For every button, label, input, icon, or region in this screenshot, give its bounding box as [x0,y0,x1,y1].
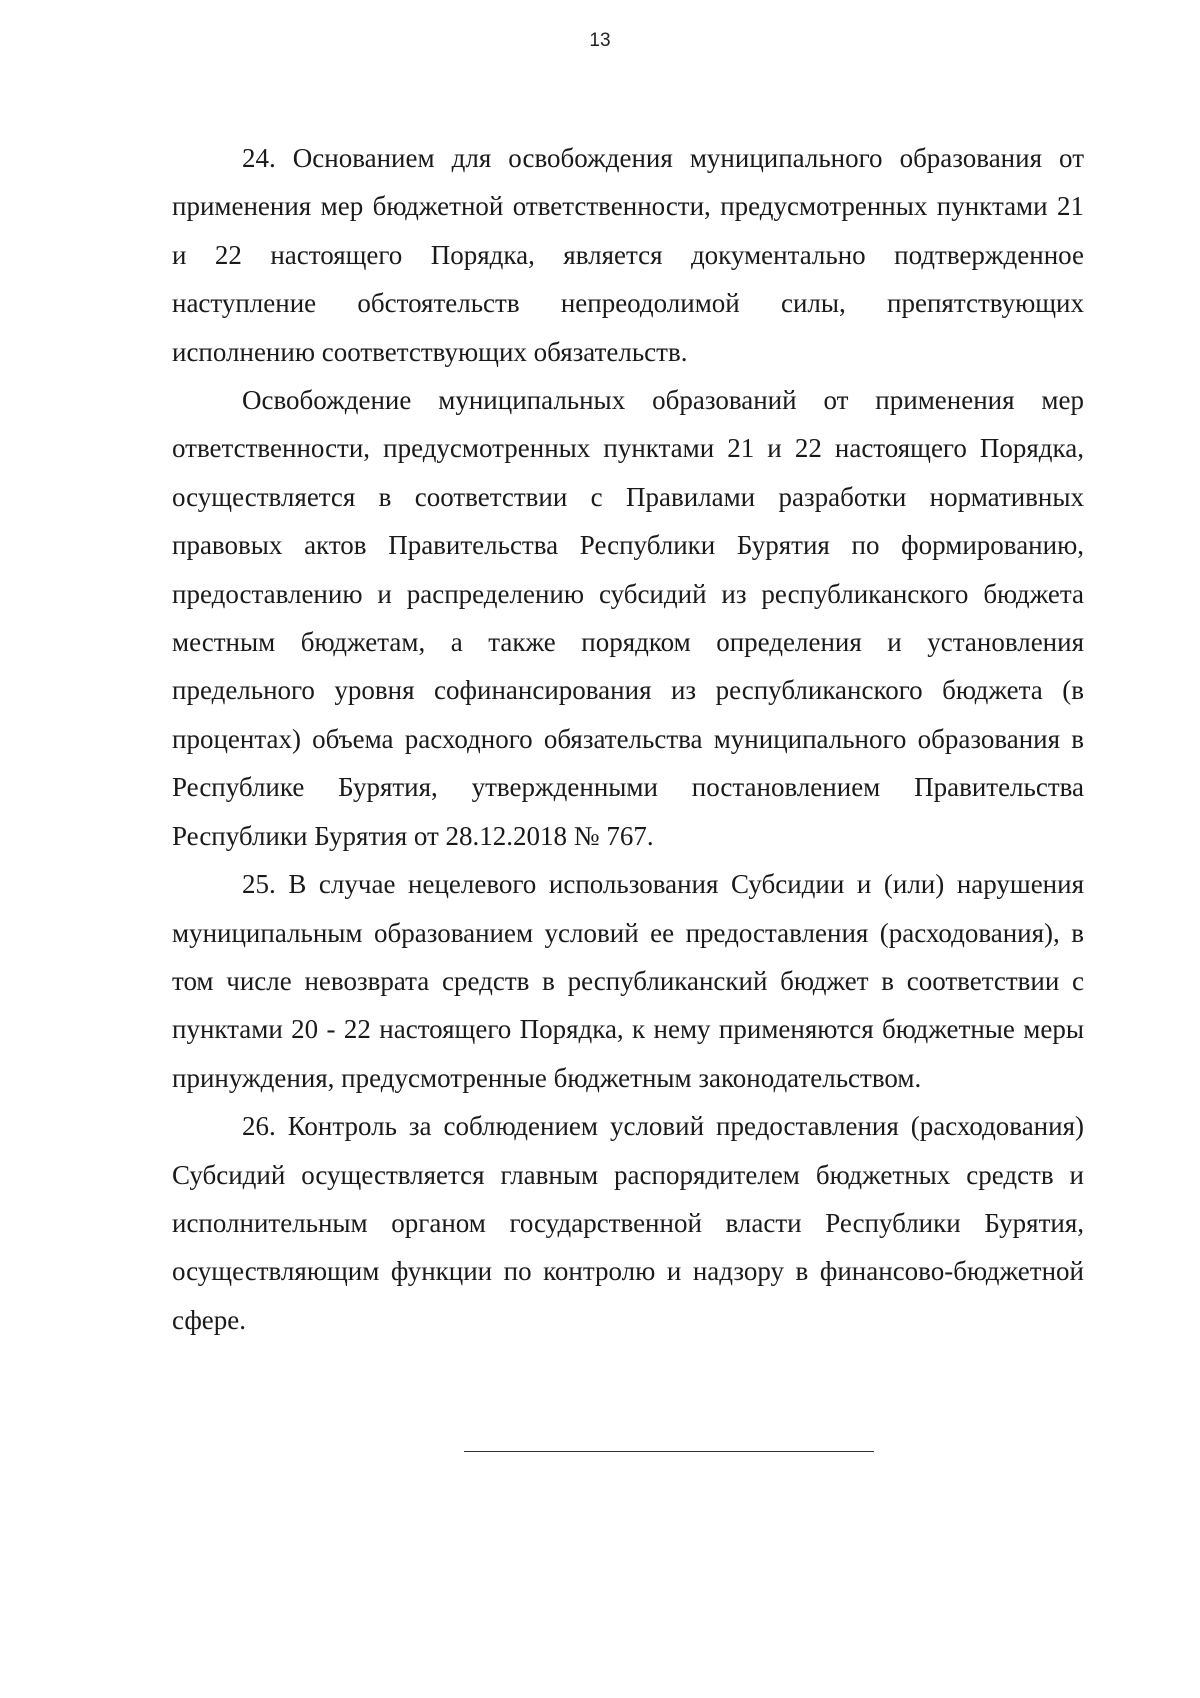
document-body [172,134,1084,1344]
paragraph-24: 24. Основанием для освобождения муниципального образования от применения мер бюджетной ответственности, предусмотренных пунктами 21 и 22 настоящего Порядка, является документально подтвержденное наступление обстоятельств непреодолимой силы, препятствующих исполнению соответствующих обязательств. [172,143,1084,367]
page-number: 13 [589,30,611,51]
end-of-document-line [464,1451,874,1452]
paragraph-25: 25. В случае нецелевого использования Субсидии и (или) нарушения муниципальным образованием условий ее предоставления (расходования), в том числе невозврата средств в республиканский бюджет в соответствии с пунктами 20 - 22 настоящего Порядка, к нему применяются бюджетные меры принуждения, предусмотренные бюджетным законодательством. [172,869,1084,1093]
paragraph-26: 26. Контроль за соблюдением условий предоставления (расходования) Субсидий осуществляется главным распорядителем бюджетных средств и исполнительным органом государственной власти Республики Бурятия, осуществляющим функции по контролю и надзору в финансово-бюджетной сфере. [172,1111,1084,1335]
paragraph-exemption: Освобождение муниципальных образований от применения мер ответственности, предусмотренных пунктами 21 и 22 настоящего Порядка, осуществляется в соответствии с Правилами разработки нормативных правовых актов Правительства Республики Бурятия по формированию, предоставлению и распределению субсидий из республиканского бюджета местным бюджетам, а также порядком определения и установления предельного уровня софинансирования из республиканского бюджета (в процентах) объема расходного обязательства муниципального образования в Республике Бурятия, утвержденными постановлением Правительства Республики Бурятия от 28.12.2018 № 767. [172,385,1084,851]
